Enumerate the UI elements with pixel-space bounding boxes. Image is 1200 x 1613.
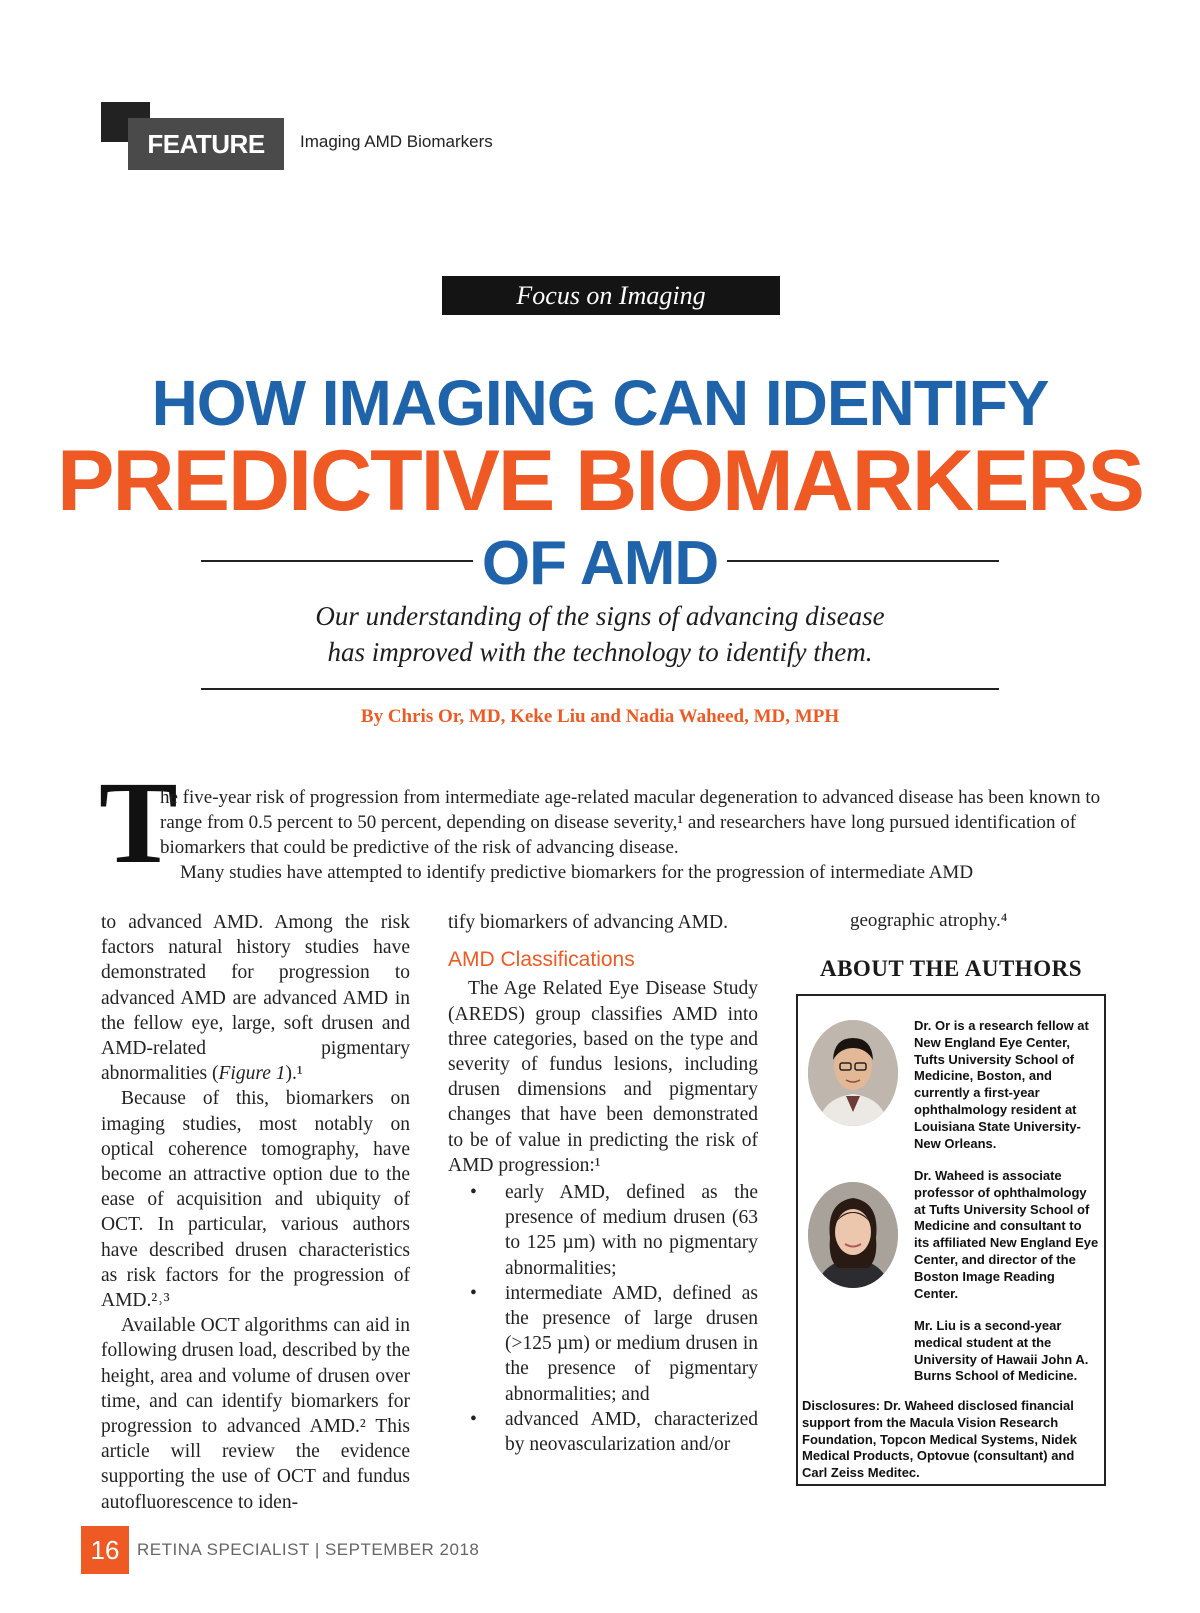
section-heading: AMD Classifications [448,948,635,972]
author-bio-waheed: Dr. Waheed is associate professor of ophthalmology at Tufts University School of Medicine and consultant to its affiliated New England Eye Center, and director of the Boston Image Reading Center. [914,1168,1099,1301]
intro-paragraph-1: he five-year risk of progression from intermediate age-related macular degeneration to advanced disease has been known to range from 0.5 percent to 50 percent, depending on disease severity,¹ and researchers have long pursued identification of biomarkers that could be predictive of the risk of advancing disease. [160,787,1101,858]
figure-reference: Figure 1 [218,1063,286,1085]
author-photo-or [808,1020,898,1126]
author-bio-liu: Mr. Liu is a second-year medical student at the University of Hawaii John A. Burns School of Medicine. [914,1318,1089,1384]
column-1 [101,910,410,1515]
list-item: • intermediate AMD, defined as the presence of large drusen (>125 µm) or medium drusen in the presence of pigmentary abnormalities; and [505,1281,758,1407]
section-label: FEATURE [128,118,284,170]
col2-paragraph-1: The Age Related Eye Disease Study (AREDS) group classifies AMD into three categories, based on the type and severity of fundus lesions, including drusen dimensions and pigmentary changes that have been demonstrated to be of value in predicting the risk of AMD progression:¹ [448,978,758,1176]
footer-publication [137,1540,479,1560]
focus-banner: Focus on Imaging [442,276,780,315]
deck-rule [201,688,999,690]
footer-separator: | [314,1540,320,1559]
headline-rule-right [727,560,999,562]
classification-list [448,1180,758,1457]
list-item: • advanced AMD, characterized by neovascularization and/or [505,1407,758,1457]
section-subtitle: Imaging AMD Biomarkers [300,132,493,151]
column-2 [448,910,758,1457]
page-number: 16 [81,1526,129,1574]
disclosures: Disclosures: Dr. Waheed disclosed financial support from the Macula Vision Research Foundation, Topcon Medical Systems, Nidek Medical Products, Optovue (consultant) and Carl Zeiss Meditec. [802,1398,1077,1481]
intro-paragraph-2: Many studies have attempted to identify predictive biomarkers for the progression of intermediate AMD [180,862,974,883]
headline-line-3: OF AMD [481,529,719,598]
publication-name: RETINA SPECIALIST [137,1540,310,1559]
headline-line-1: HOW IMAGING CAN IDENTIFY [151,367,1049,439]
author-photo-waheed [808,1182,898,1288]
author-bio-or: Dr. Or is a research fellow at New England Eye Center, Tufts University School of Medicine, Boston, and currently a first-year ophthalmology resident at Louisiana State University-New Orleans. [914,1018,1089,1151]
deck-line-2: has improved with the technology to identify them. [327,637,873,667]
deck [0,598,1200,670]
drop-cap: T [99,757,178,888]
intro [160,785,1105,885]
list-item: • early AMD, defined as the presence of medium drusen (63 to 125 µm) with no pigmentary abnormalities; [505,1180,758,1281]
col1-paragraph-2: Because of this, biomarkers on imaging studies, most notably on optical coherence tomography, have become an attractive option due to the ease of acquisition and ubiquity of OCT. In particular, various authors have described drusen characteristics as risk factors for the progression of AMD.²˒³ [101,1088,410,1312]
col2-paragraph-0: tify biomarkers of advancing AMD. [448,912,728,933]
byline: By Chris Or, MD, Keke Liu and Nadia Waheed, MD, MPH [360,706,840,727]
about-authors-heading: ABOUT THE AUTHORS [819,956,1082,981]
deck-line-1: Our understanding of the signs of advancing disease [315,601,885,631]
col3-continuation: geographic atrophy.⁴ [850,910,1008,931]
col1-paragraph-3: Available OCT algorithms can aid in following drusen load, described by the height, area and volume of drusen over time, and can identify biomarkers for progression to advanced AMD.² This article will review the evidence supporting the use of OCT and fundus autofluorescence to iden- [101,1315,410,1513]
col1-paragraph-1: to advanced AMD. Among the risk factors natural history studies have demonstrated for progression to advanced AMD are advanced AMD in the fellow eye, large, soft drusen and AMD-related pigmentary abnormalities (Figure 1).¹ [101,912,410,1085]
headline-line-2: PREDICTIVE BIOMARKERS [57,433,1143,529]
issue-date: SEPTEMBER 2018 [324,1540,480,1559]
